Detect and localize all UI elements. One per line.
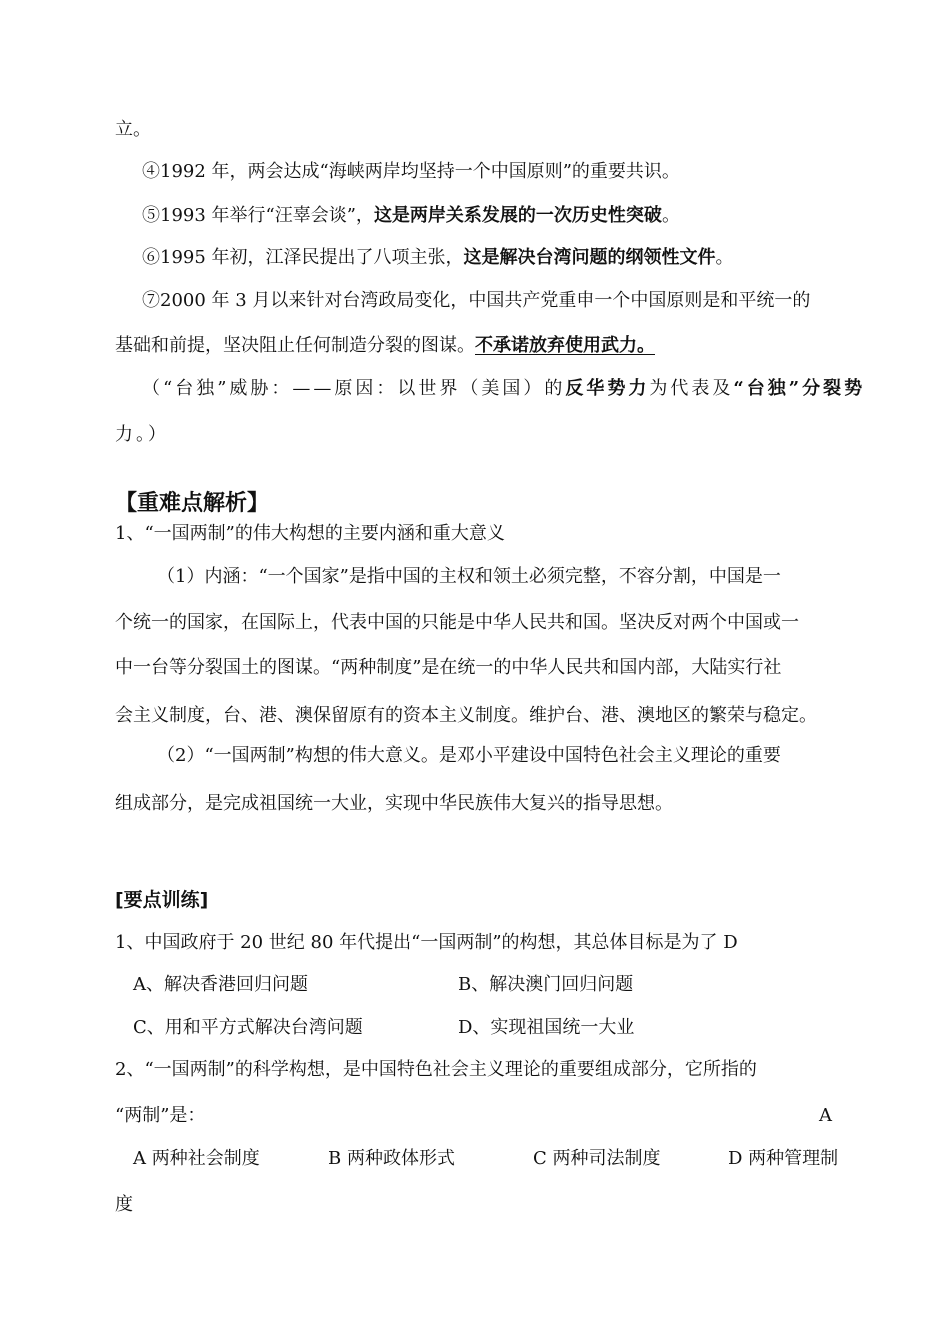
option-text: C、用和平方式解决台湾问题 <box>133 1017 363 1038</box>
option-text: C 两种司法制度 <box>533 1148 661 1169</box>
text: 组成部分，是完成祖国统一大业，实现中华民族伟大复兴的指导思想。 <box>115 793 673 814</box>
text: 力。） <box>115 424 169 445</box>
bold-text: 这是解决台湾问题的纲领性文件 <box>463 247 716 268</box>
text: “两制”是： <box>115 1105 206 1126</box>
text: 。 <box>661 205 680 226</box>
option <box>328 1147 455 1171</box>
option <box>133 1016 363 1040</box>
answer <box>819 1104 832 1128</box>
text: 个统一的国家，在国际上，代表中国的只能是中华人民共和国。坚决反对两个中国或一 <box>115 612 799 633</box>
text: （2）“一国两制”构想的伟大意义。是邓小平建设中国特色社会主义理论的重要 <box>157 745 781 766</box>
paragraph-line <box>115 656 781 680</box>
section-heading <box>115 490 269 518</box>
question-line <box>115 522 505 546</box>
paragraph-line <box>115 792 673 816</box>
option-text: A 两种社会制度 <box>133 1148 260 1169</box>
text: 2、“一国两制”的科学构想，是中国特色社会主义理论的重要组成部分，它所指的 <box>115 1059 757 1080</box>
bold-text: “台独”分裂势 <box>733 378 866 399</box>
option-text: A、解决香港回归问题 <box>133 974 308 995</box>
section-heading <box>115 888 208 912</box>
question-line <box>115 1104 205 1128</box>
paragraph-line <box>115 423 169 447</box>
heading-text: 【重难点解析】 <box>115 491 270 516</box>
paragraph-line <box>142 204 680 228</box>
question-line <box>115 1058 757 1082</box>
paragraph-line <box>115 704 817 728</box>
text: ⑥1995 年初，江泽民提出了八项主张， <box>142 247 464 268</box>
option <box>533 1147 661 1171</box>
text: 1、中国政府于 20 世纪 80 年代提出“一国两制”的构想，其总体目标是为了 D <box>115 932 738 953</box>
bold-text: 这是两岸关系发展的一次历史性突破 <box>373 205 662 226</box>
text: 立。 <box>115 119 151 140</box>
text: 中一台等分裂国土的图谋。“两种制度”是在统一的中华人民共和国内部，大陆实行社 <box>115 657 782 678</box>
paragraph-line <box>115 118 151 142</box>
bold-text: 反华势力 <box>565 378 650 399</box>
text: ④1992 年，两会达成“海峡两岸均坚持一个中国原则”的重要共识。 <box>142 161 680 182</box>
paragraph-line <box>115 1193 133 1217</box>
underlined-bold-text: 不承诺放弃使用武力。 <box>475 335 655 356</box>
option <box>133 1147 260 1171</box>
answer-text: A <box>819 1105 832 1126</box>
paragraph-line <box>142 377 865 401</box>
option-text: D、实现祖国统一大业 <box>458 1017 635 1038</box>
option-text: B 两种政体形式 <box>328 1148 455 1169</box>
heading-text: [要点训练] <box>115 889 209 911</box>
text: 。 <box>715 247 734 268</box>
option <box>458 1016 634 1040</box>
paragraph-line <box>142 246 734 270</box>
text: 度 <box>115 1194 133 1215</box>
text: 基础和前提，坚决阻止任何制造分裂的图谋。 <box>115 335 475 356</box>
option <box>728 1147 838 1171</box>
option <box>133 973 308 997</box>
text: ⑦2000 年 3 月以来针对台湾政局变化，中国共产党重申一个中国原则是和平统一的 <box>142 290 811 311</box>
question-line <box>115 931 738 955</box>
text: （1）内涵：“一个国家”是指中国的主权和领土必须完整，不容分割，中国是一 <box>157 566 781 587</box>
option-text: D 两种管理制 <box>728 1148 839 1169</box>
paragraph-line <box>142 160 680 184</box>
option <box>458 973 633 997</box>
paragraph-line <box>157 565 781 589</box>
paragraph-line <box>115 611 799 635</box>
paragraph-line <box>157 744 781 768</box>
text: （“台独”威胁：——原因：以世界（美国）的 <box>142 378 566 399</box>
text: 为代表及 <box>649 378 734 399</box>
paragraph-line <box>142 289 810 313</box>
text: 1、“一国两制”的伟大构想的主要内涵和重大意义 <box>115 523 505 544</box>
text: 会主义制度，台、港、澳保留原有的资本主义制度。维护台、港、澳地区的繁荣与稳定。 <box>115 705 817 726</box>
text: ⑤1993 年举行“汪辜会谈”， <box>142 205 374 226</box>
paragraph-line <box>115 334 655 358</box>
option-text: B、解决澳门回归问题 <box>458 974 634 995</box>
